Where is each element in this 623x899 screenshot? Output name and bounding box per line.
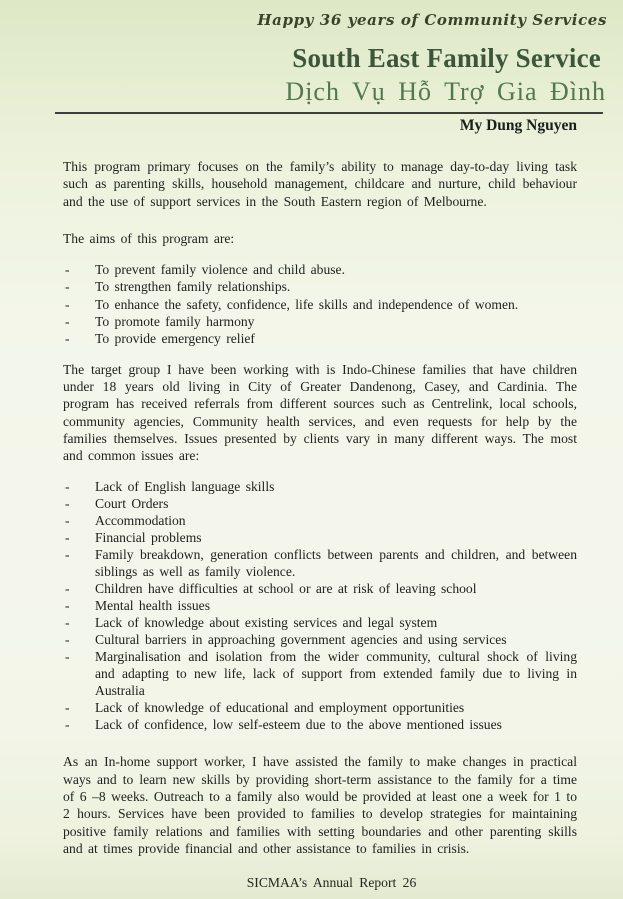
dash-bullet: -: [65, 496, 70, 512]
anniversary-tagline: Happy 36 years of Community Services: [257, 11, 607, 29]
list-item-text: Lack of English language skills: [95, 479, 275, 495]
list-item-text: Lack of confidence, low self-esteem due to the above mentioned issues: [95, 717, 502, 733]
list-item: [63, 330, 577, 347]
dash-bullet: -: [65, 700, 70, 716]
list-item: [63, 614, 577, 631]
dash-bullet: -: [65, 513, 70, 529]
list-item: [63, 495, 577, 512]
list-item-text: Children have difficulties at school or are at risk of leaving school: [95, 581, 477, 597]
list-item-text: To provide emergency relief: [95, 331, 255, 347]
list-item-text: Financial problems: [95, 530, 202, 546]
dash-bullet: -: [65, 649, 70, 665]
dash-bullet: -: [65, 530, 70, 546]
list-item: [63, 699, 577, 716]
document-body: [0, 158, 623, 857]
list-item-text: Lack of knowledge of educational and employment opportunities: [95, 700, 465, 716]
list-item: [63, 716, 577, 733]
dash-bullet: -: [65, 296, 70, 312]
dash-bullet: -: [65, 479, 70, 495]
aims-list: [63, 261, 577, 347]
dash-bullet: -: [65, 598, 70, 614]
list-item: [63, 631, 577, 648]
list-item-text: Cultural barriers in approaching government agencies and using services: [95, 632, 507, 648]
page-footer: SICMAA’s Annual Report 26: [246, 875, 417, 890]
list-item-text: Marginalisation and isolation from the wider community, cultural shock of living and adapting to new life, lack of support from extended family due to living in Australia: [95, 649, 577, 699]
list-item-text: To promote family harmony: [95, 314, 255, 330]
dash-bullet: -: [65, 279, 70, 295]
list-item-text: Family breakdown, generation conflicts between parents and children, and between siblings as well as family violence.: [95, 547, 577, 580]
target-group-paragraph: The target group I have been working with is Indo-Chinese families that have children under 18 years old living in City of Greater Dandenong, Casey, and Cardinia. The program has received referrals from different sources such as Centrelink, local schools, community agencies, Community health services, and even requests for help by the families themselves. Issues presented by clients vary in many different ways. The most and common issues are:: [63, 361, 577, 464]
list-item: [63, 261, 577, 278]
issues-list: [63, 478, 577, 733]
list-item-text: To strengthen family relationships.: [95, 279, 291, 295]
list-item: [63, 546, 577, 580]
page-subtitle-vietnamese: Dịch Vụ Hỗ Trợ Gia Đình: [285, 77, 606, 106]
dash-bullet: -: [65, 547, 70, 563]
dash-bullet: -: [65, 581, 70, 597]
list-item: [63, 529, 577, 546]
list-item-text: To prevent family violence and child abuse.: [95, 262, 345, 278]
dash-bullet: -: [65, 632, 70, 648]
header-divider: [55, 112, 603, 114]
author-name: My Dung Nguyen: [459, 117, 577, 134]
dash-bullet: -: [65, 615, 70, 631]
list-item: [63, 580, 577, 597]
list-item: [63, 648, 577, 699]
list-item-text: Lack of knowledge about existing services and legal system: [95, 615, 438, 631]
list-item-text: Accommodation: [95, 513, 186, 529]
intro-paragraph: This program primary focuses on the family’s ability to manage day-to-day living task such as parenting skills, household management, childcare and nurture, child behaviour and the use of support services in the South Eastern region of Melbourne.: [63, 159, 577, 209]
list-item-text: Court Orders: [95, 496, 169, 512]
closing-paragraph: As an In-home support worker, I have assisted the family to make changes in practical ways and to learn new skills by providing short-term assistance to the family for a time of 6 –8 weeks. Outreach to a family also would be provided at least one a week for 1 to 2 hours. Services have been provided to families to develop strategies for maintaining positive family relations and families with setting boundaries and other parenting skills and at times provide financial and other assistance to families in crisis.: [63, 754, 577, 856]
list-item: [63, 278, 577, 295]
list-item: [63, 296, 577, 313]
dash-bullet: -: [65, 314, 70, 330]
dash-bullet: -: [65, 331, 70, 347]
list-item: [63, 478, 577, 495]
list-item: [63, 597, 577, 614]
list-item: [63, 512, 577, 529]
aims-lead-in: The aims of this program are:: [63, 230, 235, 246]
list-item-text: To enhance the safety, confidence, life skills and independence of women.: [95, 296, 519, 312]
dash-bullet: -: [65, 717, 70, 733]
list-item: [63, 313, 577, 330]
page-title: South East Family Service: [292, 43, 601, 73]
dash-bullet: -: [65, 262, 70, 278]
list-item-text: Mental health issues: [95, 598, 210, 614]
